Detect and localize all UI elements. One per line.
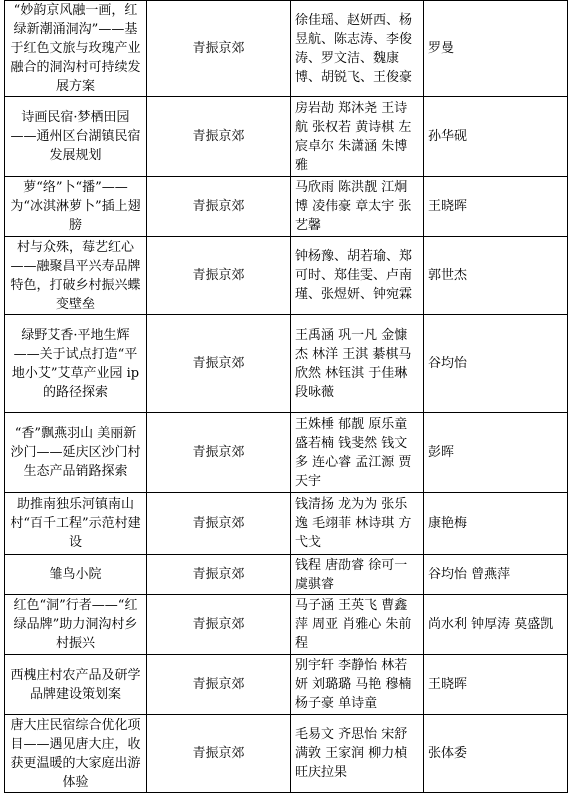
members-cell: 王姝棰 郁靓 原乐童盛若楠 钱斐然 钱文多 连心睿 孟江源 贾天宇	[291, 413, 424, 493]
category-cell: 青振京郊	[147, 97, 291, 177]
members-cell: 马子涵 王英飞 曹鑫萍 周亚 肖雅心 朱前程	[291, 595, 424, 655]
project-name: “妙韵京风融一画，红绿新潮涌洞沟”——基于红色文旅与玫瑰产业融合的洞沟村可持续发展方案	[5, 1, 147, 97]
table-row	[5, 97, 568, 177]
table-row	[5, 655, 568, 715]
project-name: 唐大庄民宿综合优化项目——遇见唐大庄，收获更温暖的大家庭出游体验	[5, 715, 147, 793]
category-cell: 青振京郊	[147, 595, 291, 655]
advisor-cell: 罗曼	[424, 1, 568, 97]
project-name: 雏鸟小院	[5, 555, 147, 595]
advisor-cell: 张体委	[424, 715, 568, 793]
project-name: 西槐庄村农产品及研学品牌建设策划案	[5, 655, 147, 715]
category-cell: 青振京郊	[147, 237, 291, 315]
category-cell: 青振京郊	[147, 493, 291, 555]
advisor-cell: 王晓晖	[424, 655, 568, 715]
members-cell: 王禹涵 巩一凡 金慷杰 林洋 王淇 綦棋马欣然 林钰淇 于佳琳 段咏薇	[291, 315, 424, 413]
project-name: 红色“洞”行者——“红绿品牌”助力洞沟村乡村振兴	[5, 595, 147, 655]
advisor-cell: 郭世杰	[424, 237, 568, 315]
advisor-cell: 孙华砚	[424, 97, 568, 177]
category-cell: 青振京郊	[147, 1, 291, 97]
advisor-cell: 王晓晖	[424, 177, 568, 237]
members-cell: 房岩劼 郑沐尧 王诗航 张权若 黄诗棋 左宸卓尔 朱潇涵 朱博雅	[291, 97, 424, 177]
table-row	[5, 1, 568, 97]
advisor-cell: 彭晖	[424, 413, 568, 493]
members-cell: 别宇轩 李静怡 林若妍 刘璐璐 马艳 穆楠杨子豪 单诗童	[291, 655, 424, 715]
project-name: 助推南独乐河镇南山村“百千工程”示范村建设	[5, 493, 147, 555]
category-cell: 青振京郊	[147, 715, 291, 793]
advisor-cell: 康艳梅	[424, 493, 568, 555]
advisor-cell: 谷均怡	[424, 315, 568, 413]
members-cell: 钱清扬 龙为为 张乐逸 毛翊菲 林诗琪 方弋戈	[291, 493, 424, 555]
project-table	[4, 0, 568, 793]
table-row	[5, 715, 568, 793]
project-name: “香”飘燕羽山 美丽新沙门——延庆区沙门村生态产品销路探索	[5, 413, 147, 493]
document-page	[4, 0, 567, 793]
members-cell: 徐佳瑶、赵妍西、杨昱航、陈志涛、李俊涛、罗文洁、魏康博、胡锐飞、王俊豪	[291, 1, 424, 97]
project-name: 诗画民宿·梦栖田园——通州区台湖镇民宿发展规划	[5, 97, 147, 177]
category-cell: 青振京郊	[147, 413, 291, 493]
project-name: 绿野艾香·平地生辉——关于试点打造“平地小艾”艾草产业园 ip 的路径探索	[5, 315, 147, 413]
category-cell: 青振京郊	[147, 555, 291, 595]
project-name: 萝“络”卜“播”——为“冰淇淋萝卜”插上翅膀	[5, 177, 147, 237]
members-cell: 钟杨豫、胡若瑜、郑可时、郑佳雯、卢南瑾、张煜妍、钟宛霖	[291, 237, 424, 315]
table-row	[5, 493, 568, 555]
table-row	[5, 177, 568, 237]
project-name: 村与众殊，莓艺红心——融聚昌平兴寿品牌特色，打破乡村振兴蝶变壁垒	[5, 237, 147, 315]
table-row	[5, 315, 568, 413]
category-cell: 青振京郊	[147, 655, 291, 715]
table-row	[5, 555, 568, 595]
table-row	[5, 237, 568, 315]
table-row	[5, 595, 568, 655]
category-cell: 青振京郊	[147, 315, 291, 413]
members-cell: 马欣雨 陈洪靓 江炯博 凌伟豪 章太宇 张艺馨	[291, 177, 424, 237]
table-row	[5, 413, 568, 493]
category-cell: 青振京郊	[147, 177, 291, 237]
members-cell: 毛易文 齐思怡 宋舒满敦 王家润 柳力楨旺庆拉果	[291, 715, 424, 793]
advisor-cell: 谷均怡 曾燕萍	[424, 555, 568, 595]
members-cell: 钱程 唐劭睿 徐可一虞骐睿	[291, 555, 424, 595]
advisor-cell: 尚水利 钟厚涛 莫盛凯	[424, 595, 568, 655]
